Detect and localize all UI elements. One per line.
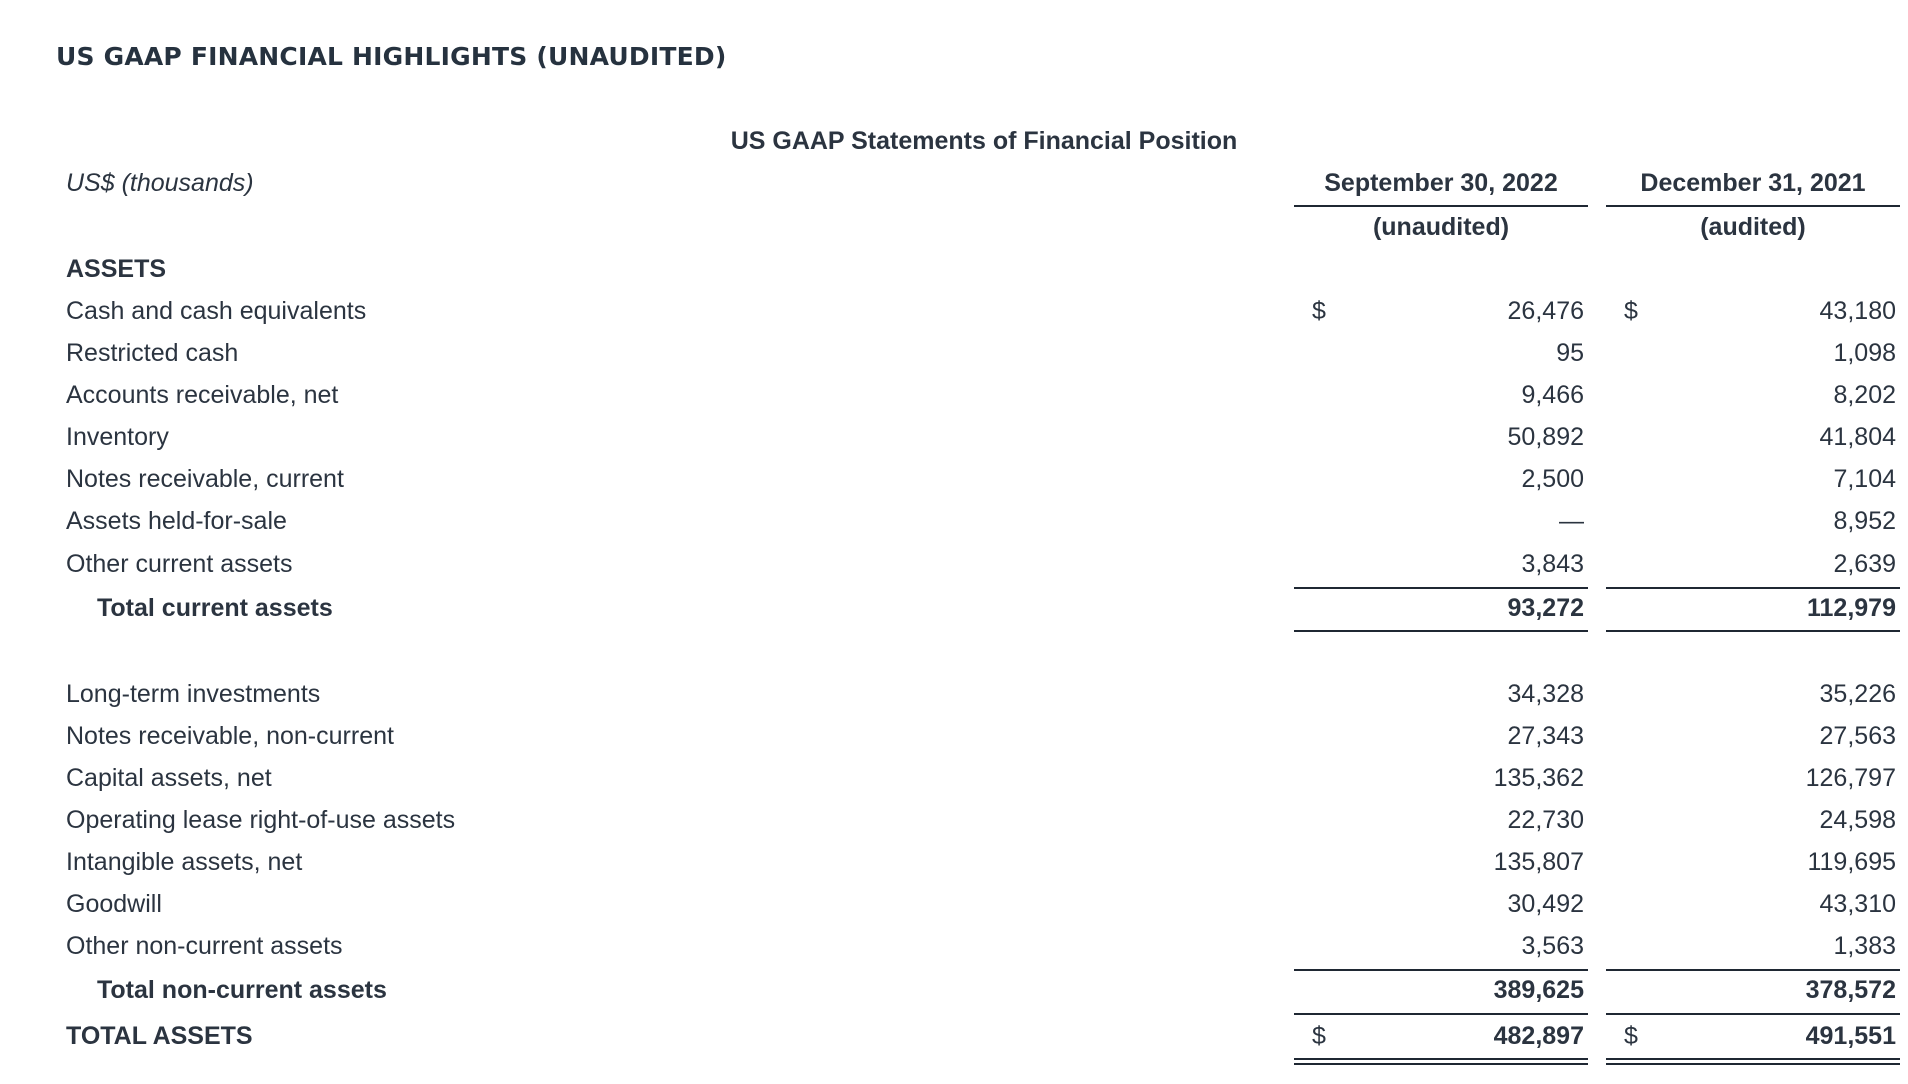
row-label: Notes receivable, current [66,465,344,493]
value-sep-2022: 30,492 [1507,890,1584,918]
value-dec-2021: 8,202 [1833,381,1896,409]
row-label: Cash and cash equivalents [66,297,367,325]
row-label: Intangible assets, net [66,848,303,876]
subtotal-rule [1606,587,1900,589]
value-sep-2022: 93,272 [1507,594,1584,622]
value-sep-2022: 26,476 [1507,297,1584,325]
value-dec-2021: 491,551 [1805,1022,1896,1050]
table-row [0,550,1908,584]
column-header-date-1: September 30, 2022 [1324,169,1558,197]
value-sep-2022: 135,362 [1493,764,1584,792]
value-dec-2021: 27,563 [1819,722,1896,750]
table-row [0,764,1908,798]
total-rule [1294,1013,1588,1015]
table-row [0,890,1908,924]
value-sep-2022: 482,897 [1493,1022,1584,1050]
row-label: Total non-current assets [97,976,387,1004]
total-current-assets-row [0,594,1908,628]
table-row [0,507,1908,541]
value-sep-2022: — [1559,507,1584,535]
value-dec-2021: 24,598 [1819,806,1896,834]
row-label: Accounts receivable, net [66,381,339,409]
subtotal-rule [1606,969,1900,971]
row-label: Notes receivable, non-current [66,722,394,750]
table-row [0,680,1908,714]
total-rule [1606,1013,1900,1015]
value-sep-2022: 9,466 [1521,381,1584,409]
value-sep-2022: 95 [1556,339,1584,367]
value-dec-2021: 2,639 [1833,550,1896,578]
table-row [0,297,1908,331]
section-heading-assets: ASSETS [66,255,167,283]
value-sep-2022: 50,892 [1507,423,1584,451]
grand-total-double-rule [1294,1058,1588,1065]
total-rule [1294,630,1588,632]
table-row [0,932,1908,966]
row-label: Assets held-for-sale [66,507,287,535]
value-dec-2021: 126,797 [1805,764,1896,792]
total-rule [1606,630,1900,632]
row-label: Inventory [66,423,169,451]
statement-title: US GAAP Statements of Financial Position [730,127,1238,155]
value-dec-2021: 43,180 [1819,297,1896,325]
column-header-status-1: (unaudited) [1372,213,1510,241]
currency-symbol: $ [1624,1022,1638,1050]
row-label: Goodwill [66,890,162,918]
currency-symbol: $ [1312,1022,1326,1050]
grand-total-double-rule [1606,1058,1900,1065]
value-dec-2021: 7,104 [1833,465,1896,493]
table-row [0,381,1908,415]
value-sep-2022: 34,328 [1507,680,1584,708]
value-sep-2022: 22,730 [1507,806,1584,834]
column-header-status-2: (audited) [1700,213,1806,241]
value-sep-2022: 3,563 [1521,932,1584,960]
table-row [0,848,1908,882]
value-sep-2022: 2,500 [1521,465,1584,493]
table-row [0,465,1908,499]
row-label: Restricted cash [66,339,239,367]
currency-symbol: $ [1624,297,1638,325]
row-label: Capital assets, net [66,764,272,792]
column-header-rule-1 [1294,205,1588,207]
subtotal-rule [1294,587,1588,589]
row-label: Operating lease right-of-use assets [66,806,456,834]
table-row [0,423,1908,457]
column-header-date-2: December 31, 2021 [1640,169,1866,197]
value-dec-2021: 1,383 [1833,932,1896,960]
total-non-current-assets-row [0,976,1908,1010]
table-row [0,339,1908,373]
table-row [0,722,1908,756]
table-row [0,806,1908,840]
row-label: TOTAL ASSETS [66,1022,253,1050]
units-label: US$ (thousands) [66,169,254,197]
value-dec-2021: 8,952 [1833,507,1896,535]
page-title: US GAAP FINANCIAL HIGHLIGHTS (UNAUDITED) [56,42,727,71]
value-dec-2021: 119,695 [1807,848,1896,876]
value-sep-2022: 389,625 [1493,976,1584,1004]
value-dec-2021: 112,979 [1807,594,1896,622]
column-header-rule-2 [1606,205,1900,207]
value-sep-2022: 135,807 [1493,848,1584,876]
row-label: Other non-current assets [66,932,343,960]
value-sep-2022: 3,843 [1521,550,1584,578]
row-label: Other current assets [66,550,293,578]
row-label: Long-term investments [66,680,321,708]
subtotal-rule [1294,969,1588,971]
value-dec-2021: 378,572 [1805,976,1896,1004]
value-dec-2021: 41,804 [1819,423,1896,451]
total-assets-row [0,1022,1908,1056]
value-dec-2021: 35,226 [1819,680,1896,708]
row-label: Total current assets [97,594,333,622]
value-sep-2022: 27,343 [1507,722,1584,750]
value-dec-2021: 1,098 [1833,339,1896,367]
value-dec-2021: 43,310 [1819,890,1896,918]
currency-symbol: $ [1312,297,1326,325]
